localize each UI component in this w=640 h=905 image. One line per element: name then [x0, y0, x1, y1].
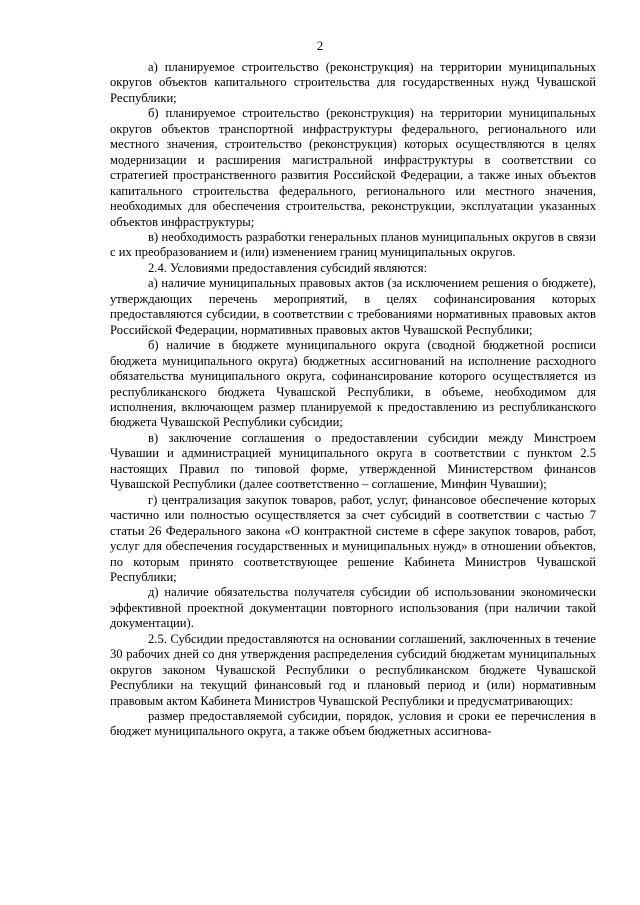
paragraph-2-3-b: б) планируемое строительство (реконструкция) на территории муниципальных округов объектов транспортной инфраструктуры федерального, регионального или местного значения, строительство (реконструкция) которых осуществляются в целях модернизации и расширения магистральной инфраструктуры в соответствии со стратегией пространственного развития Российской Федерации, а также иных объектов капитального строительства федерального, регионального или местного значения, необходимых для обеспечения строительства, реконструкции, эксплуатации указанных объектов инфраструктуры;: [110, 106, 596, 229]
paragraph-2-5: 2.5. Субсидии предоставляются на основании соглашений, заключенных в течение 30 рабочих дней со дня утверждения распределения субсидий бюджетам муниципальных округов законом Чувашской Республики о республиканском бюджете Чувашской Республики на текущий финансовый год и плановый период и (или) нормативным правовым актом Кабинета Министров Чувашской Республики и предусматривающих:: [110, 631, 596, 708]
paragraph-2-4-heading: 2.4. Условиями предоставления субсидий являются:: [148, 260, 428, 275]
paragraph-2-3-a: а) планируемое строительство (реконструкция) на территории муниципальных округов объектов капитального строительства для государственных нужд Чувашской Республики;: [110, 60, 596, 105]
paragraph-2-4-a: а) наличие муниципальных правовых актов (за исключением решения о бюджете), утверждающих перечень мероприятий, в целях софинансирования которых предоставляются субсидии, в соответствии с требованиями нормативных правовых актов Российской Федерации, нормативных правовых актов Чувашской Республики;: [110, 276, 596, 337]
paragraph-2-4-d: д) наличие обязательства получателя субсидии об использовании экономически эффективной проектной документации повторного использования (при наличии такой документации).: [110, 585, 596, 631]
page-number: 2: [316, 38, 324, 53]
paragraph-2-4-b: б) наличие в бюджете муниципального округа (сводной бюджетной росписи бюджета муниципального округа) бюджетных ассигнований на исполнение расходного обязательства муниципального округа, софинансирование которого осуществляется из республиканского бюджета Чувашской Республики, в объеме, необходимом для исполнения, включающем размер планируемой к предоставлению из республиканского бюджета Чувашской Республики субсидии;: [110, 338, 596, 430]
paragraph-2-4-v: в) заключение соглашения о предоставлении субсидии между Минстроем Чувашии и администрацией муниципального округа в соответствии с пунктом 2.5 настоящих Правил по типовой форме, утвержденной Министерством финансов Чувашской Республики (далее соответственно – соглашение, Минфин Чувашии);: [110, 430, 596, 492]
paragraph-2-4-g: г) централизация закупок товаров, работ, услуг, финансовое обеспечение которых частично или полностью осуществляется за счет субсидий в соответствии с частью 7 статьи 26 Федерального закона «О контрактной системе в сфере закупок товаров, работ, услуг для обеспечения государственных и муниципальных нужд» в отношении объектов, по которым принято соответствующее решение Кабинета Министров Чувашской Республики;: [110, 492, 596, 584]
paragraph-2-3-v: в) необходимость разработки генеральных планов муниципальных округов в связи с их преобразованием и (или) изменением границ муниципальных округов.: [110, 229, 596, 260]
paragraph-2-5-item: размер предоставляемой субсидии, порядок, условия и сроки ее перечисления в бюджет муниципального округа, а также объем бюджетных ассигнова-: [110, 709, 596, 739]
document-body: [110, 60, 596, 740]
